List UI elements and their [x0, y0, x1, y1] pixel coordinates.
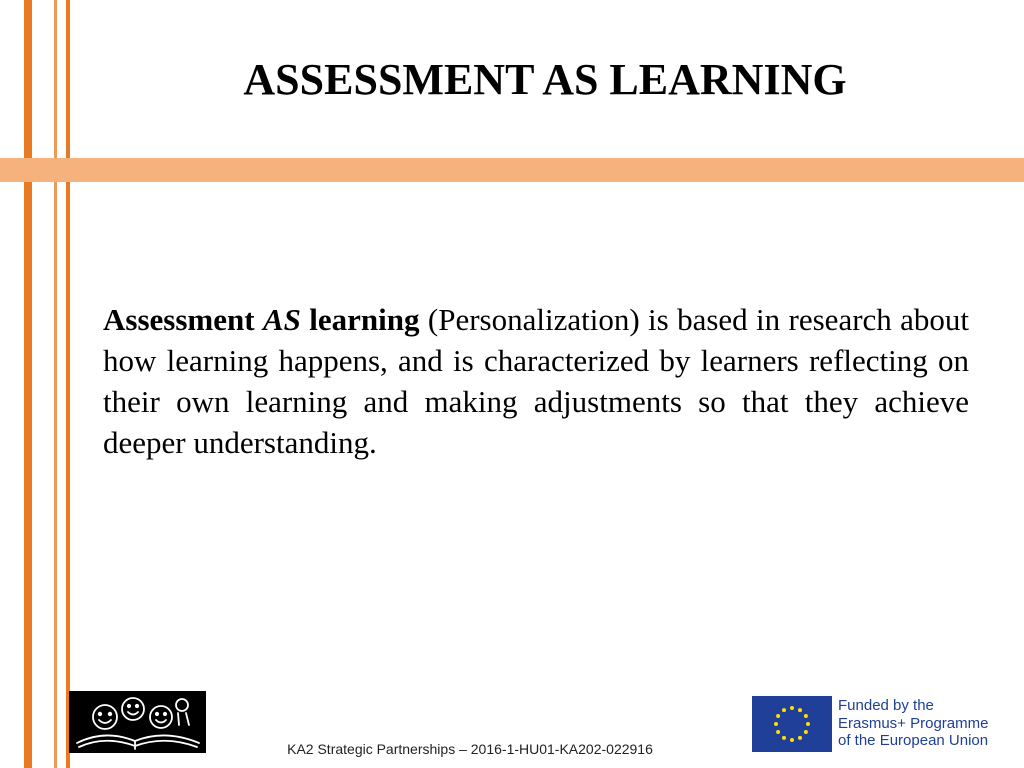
body-paragraph [103, 299, 969, 463]
project-logo [69, 691, 206, 753]
left-accent-stripe-thin [54, 0, 57, 768]
eu-stars-icon [752, 696, 832, 752]
faces-book-icon [69, 691, 206, 753]
eu-text-line-1: Funded by the [838, 697, 934, 714]
slide-title: ASSESSMENT AS LEARNING [243, 55, 847, 104]
left-accent-stripe-inner [66, 0, 70, 768]
eu-funding-text [838, 697, 1004, 750]
body-rest: (Personalization) is based in research about how learning happens, and is characterized by learners reflecting on their own learning and making adjustments so that they achieve deeper understanding. [103, 302, 970, 460]
title-divider-band [0, 158, 1024, 182]
body-bold-tail: learning [309, 302, 420, 337]
eu-flag-icon [752, 696, 832, 752]
left-accent-stripe [24, 0, 32, 768]
body-bold-lead: Assessment [103, 302, 255, 337]
body-bold-italic: AS [262, 302, 301, 337]
footer-project-code: KA2 Strategic Partnerships – 2016-1-HU01-KA202-022916 [287, 741, 653, 757]
eu-text-line-2: Erasmus+ Programme [838, 714, 989, 732]
eu-text-line-3: of the European Union [838, 732, 989, 749]
eu-erasmus-logo [752, 696, 1002, 754]
